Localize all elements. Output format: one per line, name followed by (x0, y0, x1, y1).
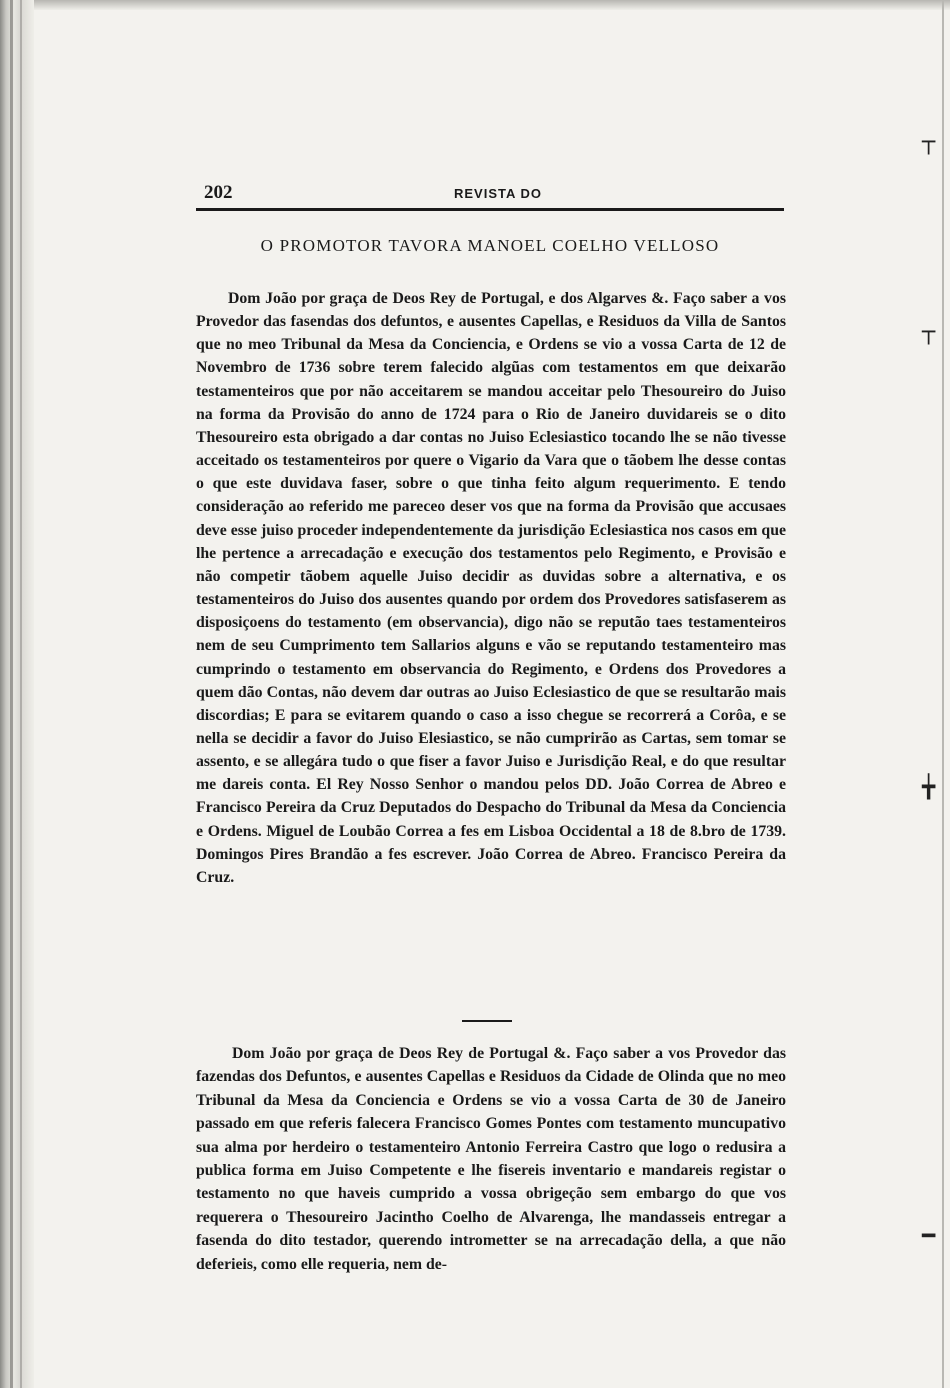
scan-binding-edge (0, 0, 34, 1388)
section-divider (462, 1020, 512, 1022)
scan-shadow-line (20, 0, 22, 1388)
scan-right-edge (942, 0, 944, 1388)
body-paragraph: Dom João por graça de Deos Rey de Portugal, e dos Algarves &. Faço saber a vos Provedor das fasendas dos defuntos, e ausentes Capellas, e Residuos da Villa de Santos que no meo Tribunal da Mesa da Conciencia, e Ordens se vio a vossa Carta de 12 de Novembro de 1736 sobre terem falecido algũas com testamentos em que deixarão testamenteiros que por não acceitarem se mandou acceitar pelo Thesoureiro do Juiso na forma da Provisão do anno de 1724 para o Rio de Janeiro duvidareis se o dito Thesoureiro esta obrigado a dar contas no Juiso Eclesiastico tocando lhe se não tivesse acceitado os testamenteiros por quere o Vigario da Vara que o tãobem lhe desse contas o que este duvidava faser, sobre o que tinha feito algum requerimento. E tendo consideração ao referido me pareceo deser vos que na forma da Provisão que accusaes deve esse juiso proceder independentemente da jurisdição Eclesiastica nos casos em que lhe pertence a arrecadação e execução dos testamentos pelo Regimento, e Provisão e não competir tãobem aquelle Juiso decidir as duvidas sobre a alternativa, e os testamenteiros do Juiso dos ausentes quando por ordem dos Provedores satisfaserem as disposiçoens do testamento (em observancia), digo não se reputão taes testamenteiros nem de seu Cumprimento tem Sallarios alguns e vão se reputando testamenteiro mas cumprindo o testamento em observancia do Regimento, e Ordens dos Provedores a quem dão Contas, não devem dar outras ao Juiso Eclesiastico de que se resultarão mais discordias; E para se evitarem quando o caso a isso chegue se recorrerá a Corôa, e se nella se decidir a favor do Juiso Elesiastico, se não cumprirão as Cartas, sem tomar se assento, e se allegára tudo o que fiser a favor Juiso e Jurisdição Real, e do que resultar me dareis conta. El Rey Nosso Senhor o mandou pelos DD. João Correa de Abreo e Francisco Pereira da Cruz Deputados do Despacho do Tribunal da Mesa da Conciencia e Ordens. Miguel de Loubão Correa a fes em Lisboa Occidental a 18 de 8.bro de 1739. Domingos Pires Brandão a fes escrever. João Correa de Abreo. Francisco Pereira da Cruz. (196, 290, 786, 886)
margin-mark-icon: ━ (922, 1224, 936, 1249)
page-header (196, 180, 784, 210)
margin-mark-icon: ┬ (922, 130, 936, 155)
scan-shadow-line (10, 0, 13, 1388)
page-number: 202 (204, 182, 233, 203)
scan-top-edge (34, 0, 950, 10)
margin-mark-icon: ╈ (922, 775, 936, 800)
header-rule (196, 208, 784, 211)
running-head: REVISTA DO (454, 186, 543, 201)
body-paragraph: Dom João por graça de Deos Rey de Portugal &. Faço saber a vos Provedor das fazendas dos Defuntos, e ausentes Capellas e Residuos da Cidade de Olinda que no meo Tribunal da Mesa da Conciencia e Ordens se vio a vossa Carta de 30 de Janeiro passado em que referis falecera Francisco Gomes Pontes com testamento muncupativo sua alma por herdeiro o testamenteiro Antonio Ferreira Castro que logo o redusira a publica forma em Juiso Competente e lhe fisereis inventario e mandareis registar o testamento no que haveis cumprido a vossa obrigeção sem embargo do que vos requerera o Thesoureiro Jacintho Coelho de Alvarenga, lhe mandasseis entregar a fasenda do dito testador, querendo intrometter se na arrecadação della, a que não deferieis, como elle requeria, nem de- (196, 1045, 786, 1273)
article-title: O PROMOTOR TAVORA MANOEL COELHO VELLOSO (260, 236, 720, 255)
margin-mark-icon: ┬ (922, 320, 936, 345)
